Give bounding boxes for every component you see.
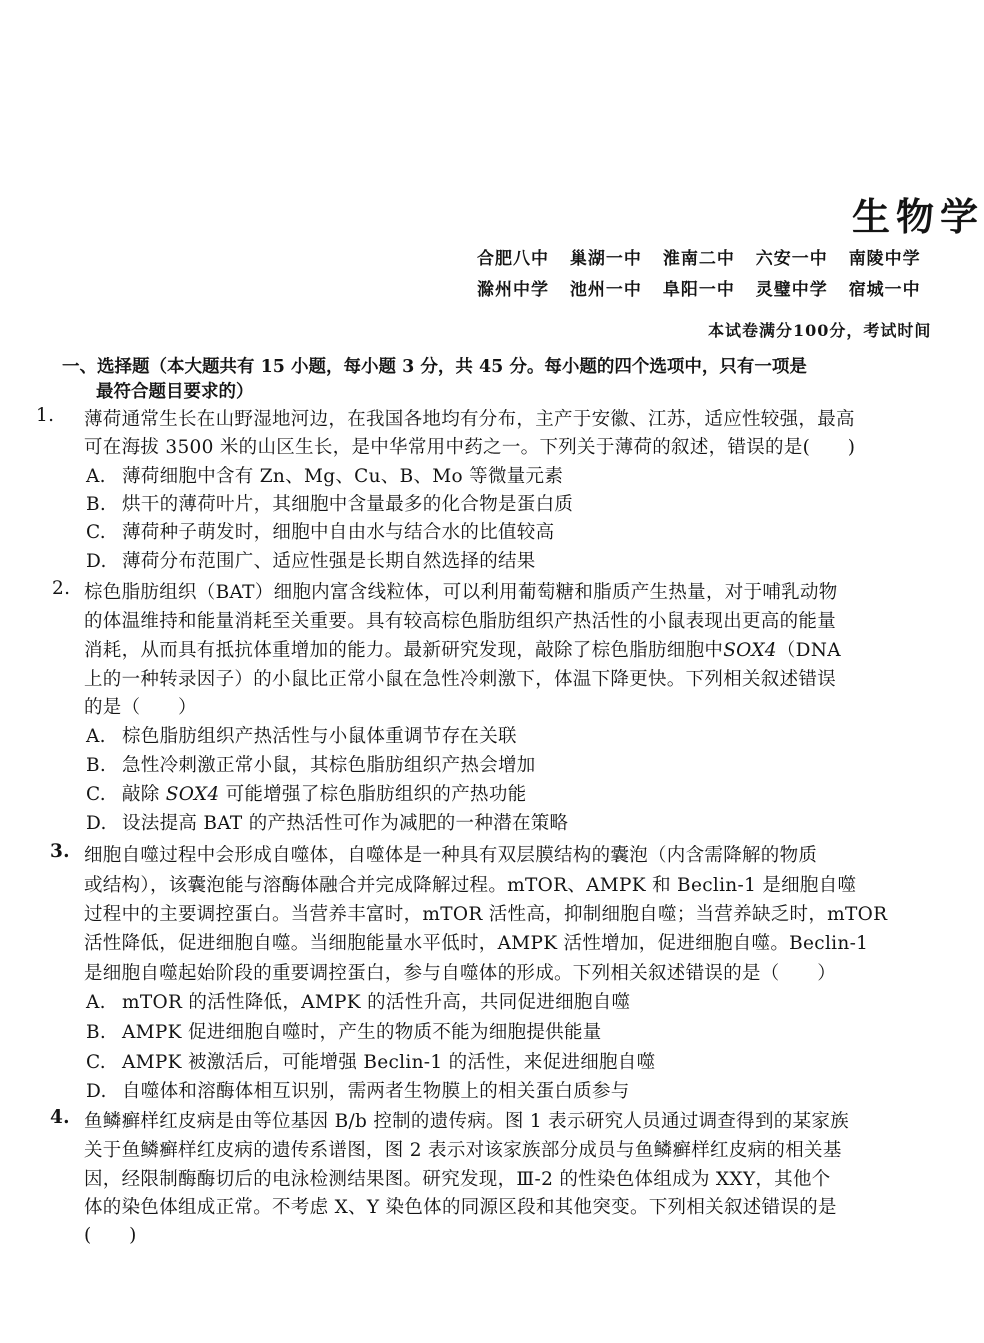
gene-name: SOX4 bbox=[723, 640, 777, 661]
question-text-line: 的是（ ） bbox=[84, 697, 197, 718]
option-text: 可能增强了棕色脂肪组织的产热功能 bbox=[219, 784, 527, 805]
option-text: 薄荷分布范围广、适应性强是长期自然选择的结果 bbox=[122, 551, 536, 572]
exam-title: 生物学 bbox=[852, 194, 984, 239]
question-text-line: 棕色脂肪组织（BAT）细胞内富含线粒体，可以利用葡萄糖和脂质产生热量，对于哺乳动物 bbox=[84, 582, 838, 603]
school-name: 合肥八中 bbox=[477, 249, 549, 269]
question-text-line: 活性降低，促进细胞自噬。当细胞能量水平低时，AMPK 活性增加，促进细胞自噬。Beclin-1 bbox=[84, 933, 869, 954]
option-text: 薄荷细胞中含有 Zn、Mg、Cu、B、Mo 等微量元素 bbox=[122, 466, 564, 487]
option-text: 烘干的薄荷叶片，其细胞中含量最多的化合物是蛋白质 bbox=[122, 494, 574, 515]
question-number: 1. bbox=[36, 405, 55, 426]
question-text-line bbox=[84, 636, 841, 662]
section-heading-line: 最符合题目要求的） bbox=[96, 382, 254, 402]
school-name: 巢湖一中 bbox=[569, 249, 642, 269]
option-a bbox=[86, 462, 563, 488]
option-text: 自噬体和溶酶体相互识别，需两者生物膜上的相关蛋白质参与 bbox=[122, 1081, 630, 1102]
option-text: 设法提高 BAT 的产热活性可作为减肥的一种潜在策略 bbox=[122, 813, 569, 834]
option-label: A. bbox=[86, 726, 106, 747]
option-label: D. bbox=[86, 551, 107, 572]
option-text: 薄荷种子萌发时，细胞中自由水与结合水的比值较高 bbox=[122, 522, 555, 543]
question-text-line: 鱼鳞癣样红皮病是由等位基因 B/b 控制的遗传病。图 1 表示研究人员通过调查得到的某家族 bbox=[84, 1111, 849, 1132]
section-heading-line: 一、选择题（本大题共有 15 小题，每小题 3 分，共 45 分。每小题的四个选项中，只有一项是 bbox=[62, 357, 807, 377]
option-text: 急性冷刺激正常小鼠，其棕色脂肪组织产热会增加 bbox=[122, 755, 536, 776]
option-label: A. bbox=[86, 466, 106, 487]
question-number: 3. bbox=[50, 841, 70, 862]
question-number: 4. bbox=[50, 1107, 70, 1128]
school-name: 滁州中学 bbox=[477, 280, 549, 300]
option-a bbox=[86, 988, 630, 1014]
option-c bbox=[86, 780, 526, 806]
option-d bbox=[86, 1077, 630, 1103]
option-text: mTOR 的活性降低，AMPK 的活性升高，共同促进细胞自噬 bbox=[122, 992, 631, 1013]
section-heading bbox=[62, 355, 807, 405]
option-label: C. bbox=[86, 522, 106, 543]
option-label: C. bbox=[86, 784, 106, 805]
question-text-line: 的体温维持和能量消耗至关重要。具有较高棕色脂肪组织产热活性的小鼠表现出更高的能量 bbox=[84, 611, 837, 632]
school-list-row-1 bbox=[477, 244, 935, 269]
question-text-segment: 消耗，从而具有抵抗体重增加的能力。最新研究发现，敲除了棕色脂肪细胞中 bbox=[84, 640, 724, 661]
option-text: 棕色脂肪组织产热活性与小鼠体重调节存在关联 bbox=[122, 726, 517, 747]
question-text-line: 体的染色体组成正常。不考虑 X、Y 染色体的同源区段和其他突变。下列相关叙述错误的是 bbox=[84, 1197, 837, 1218]
option-c bbox=[86, 1048, 655, 1074]
option-text: 敲除 bbox=[122, 784, 166, 805]
option-label: C. bbox=[86, 1052, 106, 1073]
option-a bbox=[86, 722, 517, 748]
question-text-segment: （DNA bbox=[776, 640, 841, 661]
option-b bbox=[86, 751, 536, 777]
school-name: 宿城一中 bbox=[848, 280, 921, 300]
option-c bbox=[86, 518, 554, 544]
question-text-line: 上的一种转录因子）的小鼠比正常小鼠在急性冷刺激下，体温下降更快。下列相关叙述错误 bbox=[84, 669, 837, 690]
question-text-line: 过程中的主要调控蛋白。当营养丰富时，mTOR 活性高，抑制细胞自噬；当营养缺乏时，mTOR bbox=[84, 904, 888, 925]
school-name: 淮南二中 bbox=[662, 249, 735, 269]
option-d bbox=[86, 547, 536, 573]
school-name: 南陵中学 bbox=[848, 249, 921, 269]
question-text-line: 可在海拔 3500 米的山区生长，是中华常用中药之一。下列关于薄荷的叙述，错误的是( ) bbox=[84, 437, 856, 458]
option-label: D. bbox=[86, 1081, 107, 1102]
question-text-line: 因，经限制酶酶切后的电泳检测结果图。研究发现，Ⅲ-2 的性染色体组成为 XXY，其他个 bbox=[84, 1169, 831, 1190]
option-label: D. bbox=[86, 813, 107, 834]
school-name: 阜阳一中 bbox=[662, 280, 735, 300]
question-text-line: 细胞自噬过程中会形成自噬体，自噬体是一种具有双层膜结构的囊泡（内含需降解的物质 bbox=[84, 845, 818, 866]
option-text: AMPK 促进细胞自噬时，产生的物质不能为细胞提供能量 bbox=[122, 1022, 602, 1043]
option-label: B. bbox=[86, 1022, 107, 1043]
school-name: 灵璧中学 bbox=[755, 280, 828, 300]
option-text: AMPK 被激活后，可能增强 Beclin-1 的活性，来促进细胞自噬 bbox=[122, 1052, 656, 1073]
question-number: 2. bbox=[52, 578, 71, 599]
question-text-line: 或结构），该囊泡能与溶酶体融合并完成降解过程。mTOR、AMPK 和 Beclin-1 是细胞自噬 bbox=[84, 875, 857, 896]
school-list-row-2 bbox=[477, 275, 935, 300]
question-text-line: ( ) bbox=[84, 1225, 137, 1246]
school-name: 六安一中 bbox=[755, 249, 828, 269]
option-label: A. bbox=[86, 992, 106, 1013]
school-name: 池州一中 bbox=[569, 280, 642, 300]
question-text-line: 是细胞自噬起始阶段的重要调控蛋白，参与自噬体的形成。下列相关叙述错误的是（ ） bbox=[84, 963, 837, 984]
option-b bbox=[86, 490, 573, 516]
question-text-line: 关于鱼鳞癣样红皮病的遗传系谱图，图 2 表示对该家族部分成员与鱼鳞癣样红皮病的相关基 bbox=[84, 1140, 842, 1161]
exam-note: 本试卷满分100分，考试时间 bbox=[708, 321, 932, 340]
question-text-line: 薄荷通常生长在山野湿地河边，在我国各地均有分布，主产于安徽、江苏，适应性较强，最高 bbox=[84, 409, 855, 430]
option-label: B. bbox=[86, 494, 107, 515]
gene-name: SOX4 bbox=[165, 784, 220, 805]
option-b bbox=[86, 1018, 602, 1044]
option-d bbox=[86, 809, 568, 835]
option-label: B. bbox=[86, 755, 107, 776]
